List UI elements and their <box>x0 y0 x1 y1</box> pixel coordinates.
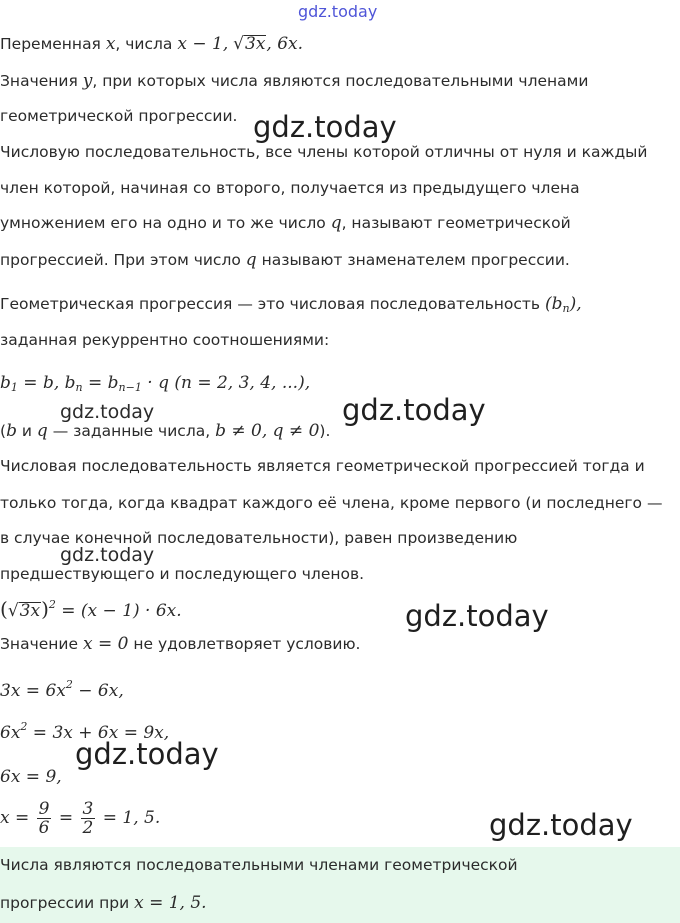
fraction <box>37 800 52 837</box>
math-sup: 2 <box>20 720 28 733</box>
watermark: gdz.today <box>405 599 549 633</box>
watermark: gdz.today <box>60 544 155 566</box>
watermark: gdz.today <box>75 737 219 771</box>
math-expr: x = 0 <box>82 634 129 654</box>
text: Значения <box>0 72 78 90</box>
math-var: q <box>330 213 342 233</box>
numerator: 9 <box>38 799 50 819</box>
denominator: 6 <box>38 818 50 838</box>
math-expr: 6x = 9, <box>0 767 62 787</box>
math-expr: ), <box>569 294 582 314</box>
text: умножением его на одно и то же число <box>0 214 326 232</box>
equation-main <box>0 597 182 621</box>
math-sup: 2 <box>65 678 73 691</box>
math-var: b <box>6 421 17 441</box>
math-sup: 2 <box>48 598 56 611</box>
math-expr: ( <box>0 597 8 621</box>
math-expr: = b, b <box>17 373 76 393</box>
line-condition-cont: геометрической прогрессии. <box>0 107 238 125</box>
text: прогрессии при <box>0 894 130 912</box>
answer-line-2 <box>0 893 207 913</box>
math-expr: (b <box>544 294 563 314</box>
line-recurrent: заданная рекуррентно соотношениями: <box>0 331 330 349</box>
math-expr: ) <box>41 597 49 621</box>
numerator: 3 <box>82 799 94 819</box>
math-expr: · q (n = 2, 3, 4, ...), <box>141 373 311 393</box>
math-sub: 1 <box>10 381 18 394</box>
math-expr: = 3x + 6x = 9x, <box>27 723 170 743</box>
watermark: gdz.today <box>60 401 155 423</box>
line-criterion-3: в случае конечной последовательности), равен произведению <box>0 529 518 547</box>
math-expr: = <box>53 808 79 828</box>
line-definition-3 <box>0 213 571 233</box>
text: называют знаменателем прогрессии. <box>261 251 570 269</box>
math-expr: = 1, 5. <box>97 808 161 828</box>
equation-solution <box>0 800 160 837</box>
line-definition-1: Числовую последовательность, все члены которой отличны от нуля и каждый <box>0 143 648 161</box>
sqrt-radicand: 3x <box>245 34 266 54</box>
line-given <box>0 421 330 441</box>
line-geometric-def <box>0 294 582 315</box>
line-variable-intro <box>0 34 303 54</box>
math-var: x <box>105 34 116 54</box>
sqrt-radicand: 3x <box>19 601 41 621</box>
line-definition-2: член которой, начиная со второго, получается из предыдущего члена <box>0 179 580 197</box>
math-expr: b <box>0 373 11 393</box>
text: , числа <box>115 35 173 53</box>
text: , называют геометрической <box>341 214 571 232</box>
line-criterion-1: Числовая последовательность является геометрической прогрессией тогда и <box>0 457 645 475</box>
text: ( <box>0 422 7 440</box>
math-var: y <box>82 71 93 91</box>
text: прогрессией. При этом число <box>0 251 241 269</box>
math-expr: 6x <box>0 723 21 743</box>
fraction <box>81 800 96 837</box>
math-sub: n <box>562 302 570 315</box>
math-expr: = (x − 1) · 6x. <box>55 601 182 621</box>
answer-line-1: Числа являются последовательными членами геометрической <box>0 856 518 874</box>
equation-step-1 <box>0 678 124 701</box>
text: ). <box>319 422 331 440</box>
line-criterion-2: только тогда, когда квадрат каждого её члена, кроме первого (и последнего — <box>0 494 663 512</box>
formula-recurrence <box>0 373 310 394</box>
text: Значение <box>0 635 79 653</box>
answer-box <box>0 847 680 923</box>
line-zero-check <box>0 634 360 654</box>
math-expr: − 6x, <box>72 681 124 701</box>
math-expr: , 6x. <box>266 34 304 54</box>
line-definition-4 <box>0 250 570 270</box>
text: , при которых числа являются последовательными членами <box>92 72 589 90</box>
text: не удовлетворяет условию. <box>133 635 361 653</box>
watermark: gdz.today <box>342 393 486 427</box>
denominator: 2 <box>82 818 94 838</box>
line-criterion-4: предшествующего и последующего членов. <box>0 565 365 583</box>
text: Переменная <box>0 35 101 53</box>
watermark: gdz.today <box>253 110 397 144</box>
math-expr: x = <box>0 808 35 828</box>
sqrt-sign: √ <box>7 601 19 621</box>
math-expr: b ≠ 0, q ≠ 0 <box>215 421 320 441</box>
line-condition <box>0 71 588 91</box>
watermark: gdz.today <box>489 808 633 842</box>
text: — заданные числа, <box>47 422 216 440</box>
text: Геометрическая прогрессия — это числовая последовательность <box>0 295 541 313</box>
math-expr: = b <box>82 373 119 393</box>
text: и <box>16 422 37 440</box>
watermark-top: gdz.today <box>298 2 378 21</box>
math-sub: n <box>75 381 83 394</box>
math-var: q <box>245 250 257 270</box>
math-sub: n−1 <box>118 381 142 394</box>
math-var: q <box>36 421 48 441</box>
sqrt-sign: √ <box>233 34 245 54</box>
math-expr: x = 1, 5. <box>134 893 207 913</box>
math-expr: x − 1, <box>177 34 229 54</box>
equation-step-3 <box>0 767 62 787</box>
math-expr: 3x = 6x <box>0 681 66 701</box>
